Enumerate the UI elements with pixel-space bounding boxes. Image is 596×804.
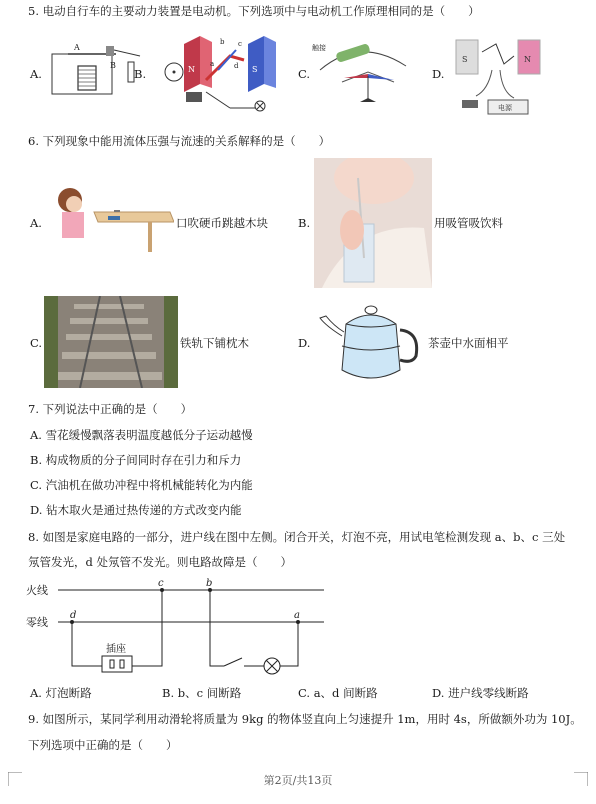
switch [224,658,242,666]
q8-option-a[interactable]: A. 灯泡断路 [30,686,92,700]
q7-option-d[interactable]: D. 钻木取火是通过热传递的方式改变内能 [30,503,242,517]
q8-option-b[interactable]: B. b、c 间断路 [162,686,242,700]
q9-stem-line1: 9. 如图所示，某同学利用动滑轮将质量为 9kg 的物体竖直向上匀速提升 1m，用时 4s，所做额外功为 10J。 [28,712,582,726]
q7-option-a[interactable]: A. 雪花缓慢飘落表明温度越低分子运动越慢 [30,428,253,442]
fig-a-label-a: A [74,43,80,52]
neutral-wire-label: 零线 [26,616,48,629]
q7-option-b[interactable]: B. 构成物质的分子间同时存在引力和斥力 [30,453,242,467]
fig-a-label-b: B [110,61,116,70]
oersted-experiment-figure [310,36,414,108]
fig-b-c: c [238,40,242,48]
q8-option-c[interactable]: C. a、d 间断路 [298,686,378,700]
point-c: c [158,578,164,589]
q8-stem-line2: 氖管发光，d 处氖管不发光。则电路故障是（ ） [28,555,293,569]
q6-option-d-label[interactable]: D. [298,336,311,350]
girl-blowing-coin-image [44,178,174,252]
q7-option-c[interactable]: C. 汽油机在做功冲程中将机械能转化为内能 [30,478,253,492]
q6-option-d-text: 茶壶中水面相平 [428,336,509,350]
fig-c-touch: 触接 [312,44,326,52]
fig-b-s: S [252,65,258,74]
q5-option-a-label[interactable]: A. [30,67,42,81]
q6-option-a-label[interactable]: A. [30,216,42,230]
household-circuit-diagram [24,578,334,682]
fig-b-b: b [220,38,225,46]
q6-option-a-text: 口吹硬币跳越木块 [176,216,268,230]
q6-stem: 6. 下列现象中能用流体压强与流速的关系解释的是（ ） [28,134,331,148]
point-a: a [294,610,300,621]
socket-label: 插座 [106,644,126,655]
q5-stem: 5. 电动自行车的主要动力装置是电动机。下列选项中与电动机工作原理相同的是（ ） [28,4,480,18]
drinking-with-straw-image [314,158,432,288]
fig-d-n: N [524,55,531,64]
q5-option-b-label[interactable]: B. [134,67,147,81]
fig-d-s: S [462,55,468,64]
socket [102,656,132,672]
fig-d-power: 电源 [498,104,512,112]
q5-option-c-label[interactable]: C. [298,67,311,81]
q6-option-b-text: 用吸管吸饮料 [434,216,503,230]
q5-option-d-label[interactable]: D. [432,67,445,81]
magnet-rail-figure [178,30,282,112]
generator-figure [448,30,548,120]
q8-stem-line1: 8. 如图是家庭电路的一部分，进户线在图中左侧。闭合开关，灯泡不亮，用试电笔检测发现 a、b、c 三处 [28,530,566,544]
fig-b-d: d [234,62,239,70]
fig-b-n: N [188,65,195,74]
q6-option-c-text: 铁轨下铺枕木 [180,336,249,350]
q7-stem: 7. 下列说法中正确的是（ ） [28,402,193,416]
q6-option-c-label[interactable]: C. [30,336,43,350]
point-b: b [206,578,213,589]
fig-b-a: a [210,60,215,68]
page-footer: 第2页/共13页 [263,774,333,787]
teapot-image [316,300,426,386]
live-wire-label: 火线 [26,584,48,597]
railway-track-image [44,296,178,388]
q8-option-d[interactable]: D. 进户线零线断路 [432,686,529,700]
q9-stem-line2: 下列选项中正确的是（ ） [28,738,178,752]
point-d: d [70,610,77,621]
q6-option-b-label[interactable]: B. [298,216,311,230]
